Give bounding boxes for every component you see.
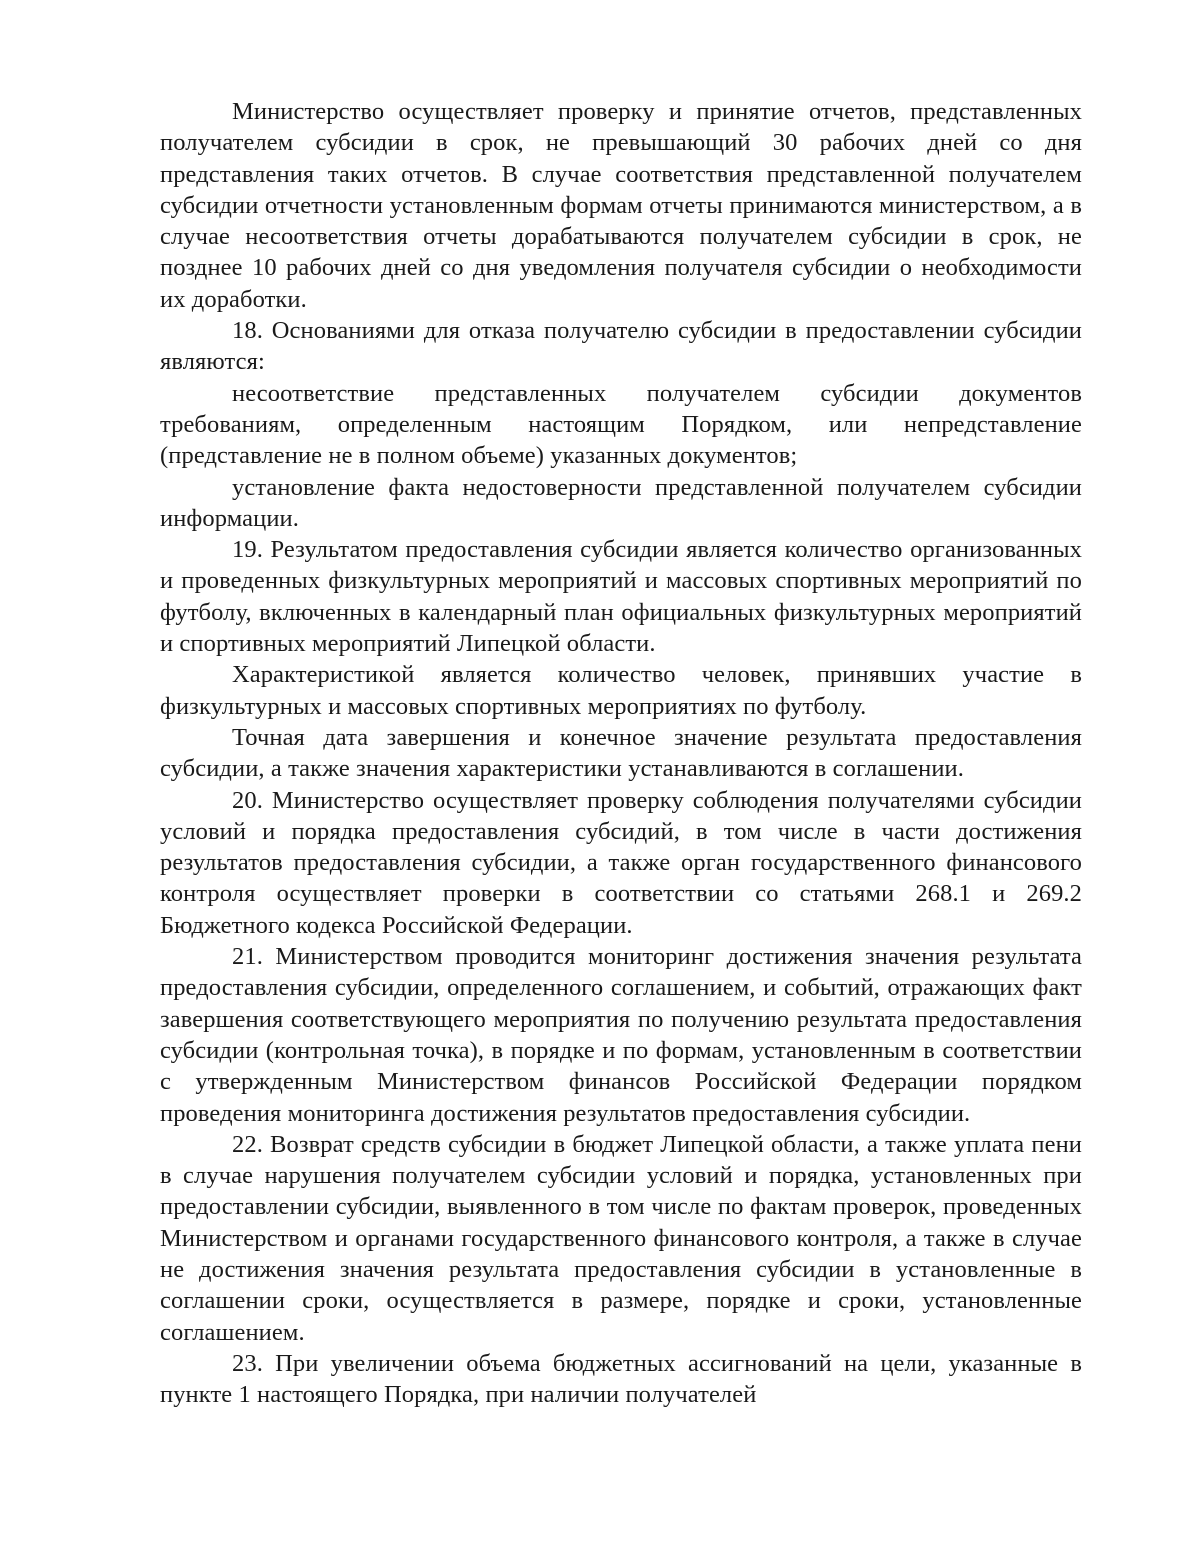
document-page — [160, 96, 1082, 1410]
paragraph-18-item-nonconformity: несоответствие представленных получателем субсидии документов требованиям, определенным настоящим Порядком, или непредставление (представление не в полном объеме) указанных документов; — [160, 379, 1082, 470]
paragraph-18-item-false-info: установление факта недостоверности представленной получателем субсидии информации. — [160, 473, 1082, 532]
paragraph-19-date-value: Точная дата завершения и конечное значение результата предоставления субсидии, а также значения характеристики устанавливаются в соглашении. — [160, 723, 1082, 783]
paragraph-22-refund: 22. Возврат средств субсидии в бюджет Липецкой области, а также уплата пени в случае нарушения получателем субсидии условий и порядка, установленных при предоставлении субсидии, выявленного в том числе по фактам проверок, проведенных Министерством и органами государственного финансового контроля, а также в случае не достижения значения результата предоставления субсидии в установленные в соглашении сроки, осуществляется в размере, порядке и сроки, установленные соглашением. — [160, 1130, 1082, 1346]
paragraph-report-acceptance: Министерство осуществляет проверку и принятие отчетов, представленных получателем субсидии в срок, не превышающий 30 рабочих дней со дня представления таких отчетов. В случае соответствия представленной получателем субсидии отчетности установленным формам отчеты принимаются министерством, а в случае несоответствия отчеты дорабатываются получателем субсидии в срок, не позднее 10 рабочих дней со дня уведомления получателя субсидии о необходимости их доработки. — [160, 98, 1082, 313]
paragraph-19-characteristic: Характеристикой является количество человек, принявших участие в физкультурных и массовых спортивных мероприятиях по футболу. — [160, 661, 1082, 720]
paragraph-20-verification: 20. Министерство осуществляет проверку соблюдения получателями субсидии условий и порядка предоставления субсидий, в том числе в части достижения результатов предоставления субсидии, а также орган государственного финансового контроля осуществляет проверки в соответствии со статьями 268.1 и 269.2 Бюджетного кодекса Российской Федерации. — [160, 786, 1082, 939]
paragraph-23-increase: 23. При увеличении объема бюджетных ассигнований на цели, указанные в пункте 1 настоящего Порядка, при наличии получателей — [160, 1349, 1082, 1409]
paragraph-19-result: 19. Результатом предоставления субсидии является количество организованных и проведенных физкультурных мероприятий и массовых спортивных мероприятий по футболу, включенных в календарный план официальных физкультурных мероприятий и спортивных мероприятий Липецкой области. — [160, 536, 1082, 658]
paragraph-18-refusal-grounds: 18. Основаниями для отказа получателю субсидии в предоставлении субсидии являются: — [160, 317, 1082, 376]
paragraph-21-monitoring: 21. Министерством проводится мониторинг достижения значения результата предоставления субсидии, определенного соглашением, и событий, отражающих факт завершения соответствующего мероприятия по получению результата предоставления субсидии (контрольная точка), в порядке и по формам, установленным в соответствии с утвержденным Министерством финансов Российской Федерации порядком проведения мониторинга достижения результатов предоставления субсидии. — [160, 943, 1082, 1127]
